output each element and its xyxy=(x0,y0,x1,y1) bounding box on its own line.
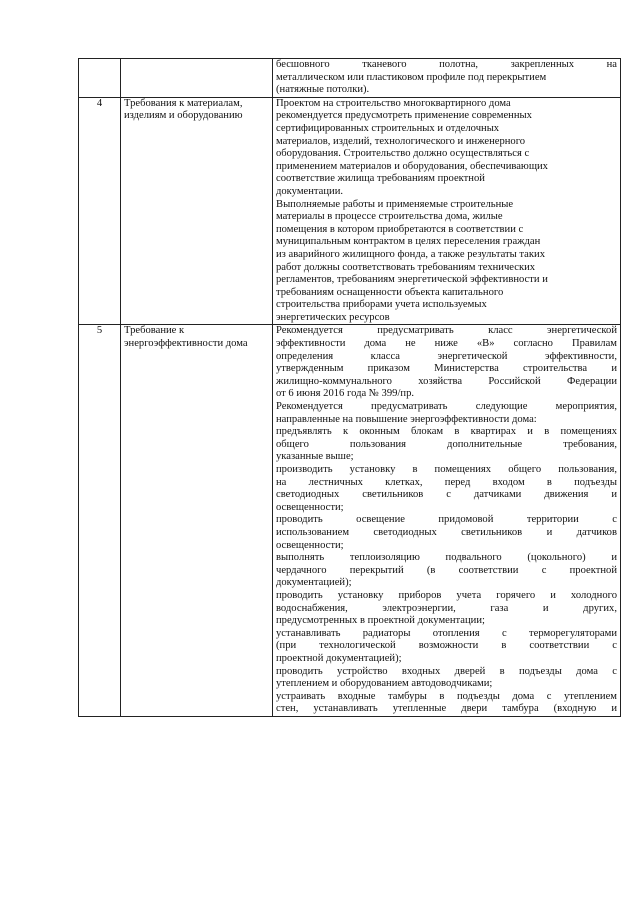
content-line: Выполняемые работы и применяемые строительные xyxy=(276,198,514,210)
row-number: 5 xyxy=(79,325,121,716)
requirement-content xyxy=(273,97,621,325)
content-line: светодиодных светильников с датчиками движения и xyxy=(276,489,617,501)
content-line: общего пользования дополнительные требования, xyxy=(276,438,617,450)
table-body xyxy=(79,59,621,717)
content-line: муниципальным контрактом в целях переселения граждан xyxy=(276,236,541,248)
content-line: энергетических ресурсов xyxy=(276,311,390,323)
table-row xyxy=(79,97,621,325)
content-line: определения класса энергетической эффективности, xyxy=(276,350,617,362)
content-line: из аварийного жилищного фонда, а также результаты таких xyxy=(276,248,545,260)
content-line: устанавливать радиаторы отопления с терморегуляторами xyxy=(276,627,617,639)
content-line: проектной документацией); xyxy=(276,652,402,664)
content-line: материалов, изделий, технологического и инженерного xyxy=(276,135,526,147)
content-line: оборудования. Строительство должно осуществляться с xyxy=(276,148,530,160)
content-line: строительства приборами учета используемых xyxy=(276,299,487,311)
content-line: жилищно-коммунального хозяйства Российской Федерации xyxy=(276,375,617,387)
content-line: утвержденным приказом Министерства строительства и xyxy=(276,363,617,375)
requirements-table xyxy=(78,58,621,717)
content-line: освещенности; xyxy=(276,501,344,513)
content-line: выполнять теплоизоляцию подвального (цокольного) и xyxy=(276,552,617,564)
content-line: указанные выше; xyxy=(276,451,354,463)
content-line: материалы в процессе строительства дома, жилые xyxy=(276,211,503,223)
content-line: производить установку в помещениях общего пользования, xyxy=(276,464,617,475)
content-line: применением материалов и оборудования, обеспечивающих xyxy=(276,160,548,172)
content-line: утеплением и оборудованием автодоводчиками; xyxy=(276,678,493,690)
requirement-title: Требование к энергоэффективности дома xyxy=(121,325,273,716)
content-line: от 6 июня 2016 года № 399/пр. xyxy=(276,388,415,400)
content-line: устраивать входные тамбуры в подъезды дома с утеплением xyxy=(276,690,617,702)
content-line: проводить освещение придомовой территории с xyxy=(276,514,617,526)
content-line: металлическом или пластиковом профиле под перекрытием xyxy=(276,71,547,83)
content-line: водоснабжения, электроэнергии, газа и других, xyxy=(276,602,617,614)
content-line: бесшовного тканевого полотна, закрепленных на xyxy=(276,59,617,70)
requirement-title xyxy=(121,59,273,98)
row-number xyxy=(79,59,121,98)
content-line: сертифицированных строительных и отделочных xyxy=(276,122,500,134)
content-line: рекомендуется предусмотреть применение современных xyxy=(276,110,532,122)
requirement-content xyxy=(273,59,621,98)
content-line: Проектом на строительство многоквартирного дома xyxy=(276,97,511,109)
content-line: документации. xyxy=(276,185,344,197)
requirement-content xyxy=(273,325,621,716)
table-row xyxy=(79,59,621,98)
content-line: проводить установку приборов учета горячего и холодного xyxy=(276,589,617,601)
content-line: эффективности дома не ниже «В» согласно Правилам xyxy=(276,338,617,350)
content-line: предъявлять к оконным блокам в квартирах и в помещениях xyxy=(276,426,617,438)
row-number: 4 xyxy=(79,97,121,325)
content-line: требованиям оснащенности объекта капитального xyxy=(276,286,504,298)
content-line: проводить устройство входных дверей в подъезды дома с xyxy=(276,665,617,677)
content-line: регламентов, требованиям энергетической эффективности и xyxy=(276,274,548,286)
content-line: помещения в котором приобретаются в соответствии с xyxy=(276,223,524,235)
content-line: предусмотренных в проектной документации; xyxy=(276,615,485,627)
content-line: работ должны соответствовать требованиям технических xyxy=(276,261,536,273)
content-line: на лестничных клетках, перед входом в подъезды xyxy=(276,476,617,488)
content-line: освещенности; xyxy=(276,539,344,551)
content-line: соответствие жилища требованиям проектной xyxy=(276,173,485,185)
content-line: направленные на повышение энергоэффективности дома: xyxy=(276,413,537,425)
content-line: Рекомендуется предусматривать класс энергетической xyxy=(276,325,617,337)
content-line: стен, устанавливать утепленные двери тамбура (входную и xyxy=(276,703,617,715)
content-line: документацией); xyxy=(276,577,352,589)
content-line: Рекомендуется предусматривать следующие мероприятия, xyxy=(276,401,617,413)
content-line: (натяжные потолки). xyxy=(276,84,370,96)
content-line: использованием светодиодных светильников и датчиков xyxy=(276,526,617,538)
content-line: (при технологической возможности в соответствии с xyxy=(276,640,617,652)
table-row xyxy=(79,325,621,716)
requirement-title: Требования к материалам, изделиям и оборудованию xyxy=(121,97,273,325)
content-line: чердачного перекрытий (в соответствии с проектной xyxy=(276,564,617,576)
